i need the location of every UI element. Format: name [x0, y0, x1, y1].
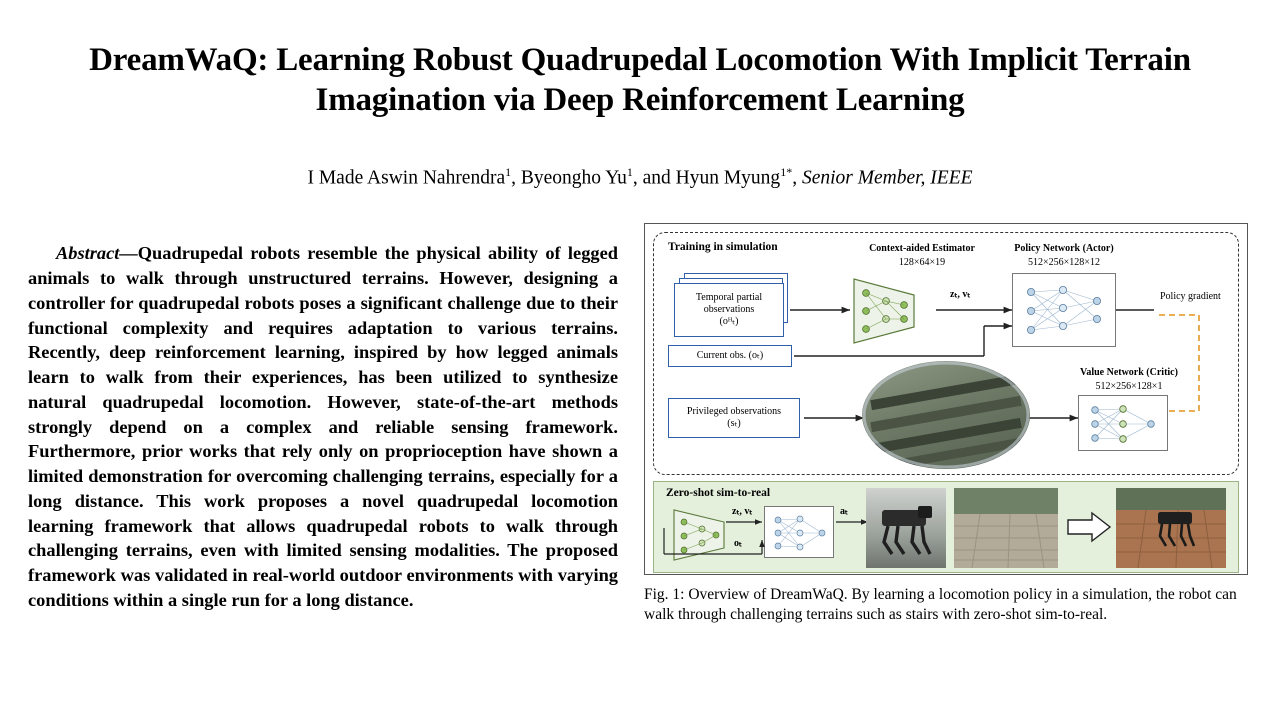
abstract-label: Abstract— [56, 243, 138, 264]
author-2-affiliation-marker: 1 [626, 164, 633, 179]
author-separator-1: , Byeongho Yu [511, 167, 627, 188]
terrain-stairs-icon [862, 361, 1030, 469]
sim-to-real-action-label: aₜ [840, 506, 848, 517]
estimator-title: Context-aided Estimator [869, 243, 975, 254]
sim-to-real-obs-label: oₜ [734, 538, 742, 549]
quadruped-robot-icon [866, 488, 946, 568]
ieee-membership: Senior Member, IEEE [801, 167, 973, 188]
figure-caption [644, 585, 1248, 625]
body-columns [28, 223, 1252, 631]
author-suffix: , [792, 167, 802, 188]
author-separator-2: , and Hyun Myung [632, 167, 781, 188]
figure-image [644, 223, 1248, 575]
deployment-photo [1116, 488, 1226, 568]
robot-photo [866, 488, 946, 568]
latent-variables-label: zₜ, vₜ [950, 289, 971, 300]
author-1: I Made Aswin Nahrendra [307, 167, 506, 188]
brick-path-icon [954, 488, 1058, 568]
left-column [28, 223, 618, 631]
training-panel-label: Training in simulation [668, 241, 778, 253]
current-observations-box: Current obs. (oₜ) [668, 345, 792, 367]
figure-1 [644, 223, 1248, 625]
author-list [28, 165, 1252, 190]
policy-network-title: Policy Network (Actor) [1014, 243, 1114, 254]
policy-network-icon [1013, 274, 1117, 348]
policy-gradient-label: Policy gradient [1160, 291, 1221, 302]
right-column [644, 223, 1248, 631]
zero-shot-sim-to-real-panel [653, 481, 1239, 573]
abstract-body: Quadrupedal robots resemble the physical ability of legged animals to walk through unstructured terrains. However, designing a controller for quadrupedal robots poses a significant challenge due to their functional complexity and requires adaptation to various terrains. Recently, deep reinforcement learning, inspired by how legged animals learn to walk from their experiences, has been utilized to synthesize natural quadrupedal locomotion. However, state-of-the-art methods strongly depend on a complex and reliable sensing framework. Furthermore, prior works that rely only on proprioception have shown a limited demonstration for overcoming challenging terrains, especially for a long distance. This work proposes a novel quadrupedal locomotion learning framework that allows quadrupedal robots to walk through challenging terrains, even with limited sensing modalities. The proposed framework was validated in real-world outdoor environments with varying conditions within a single run for a long distance. [28, 243, 618, 610]
temporal-obs-line2: observations [703, 304, 755, 316]
temporal-obs-line3: (oᴴₜ) [719, 315, 739, 327]
estimator-dims: 128×64×19 [898, 257, 946, 268]
policy-network-box [1012, 273, 1116, 347]
figure-caption-prefix: Fig. 1: [644, 586, 685, 603]
privileged-obs-line1: Privileged observations [686, 406, 782, 418]
policy-network-dims: 512×256×128×12 [1028, 257, 1100, 268]
sim-to-real-big-arrow-icon [1066, 510, 1112, 544]
sim-to-real-latent-label: zₜ, vₜ [732, 506, 753, 517]
real-terrain-photo [954, 488, 1058, 568]
value-network-icon [1079, 396, 1169, 452]
privileged-obs-line2: (sₜ) [727, 418, 741, 429]
estimator-encoder-icon [850, 275, 940, 347]
value-network-title: Value Network (Critic) [1080, 367, 1178, 378]
author-3-affiliation-marker: 1* [780, 164, 793, 179]
abstract-paragraph [28, 241, 618, 612]
figure-caption-text: Overview of DreamWaQ. By learning a locomotion policy in a simulation, the robot can walk through challenging terrains such as stairs with zero-shot sim-to-real. [644, 586, 1237, 624]
temporal-obs-line1: Temporal partial [695, 292, 763, 304]
page-title: DreamWaQ: Learning Robust Quadrupedal Locomotion With Implicit Terrain Imagination via Deep Reinforcement Learning [89, 42, 1191, 119]
author-1-affiliation-marker: 1 [505, 164, 512, 179]
value-network-box [1078, 395, 1168, 451]
value-network-dims: 512×256×128×1 [1095, 381, 1163, 392]
simulation-terrain-thumbnail [862, 361, 1030, 469]
robot-on-brick-icon [1116, 488, 1226, 568]
sim-to-real-panel-label: Zero-shot sim-to-real [666, 487, 771, 499]
training-in-simulation-panel [653, 232, 1239, 475]
paper-page [0, 40, 1280, 722]
